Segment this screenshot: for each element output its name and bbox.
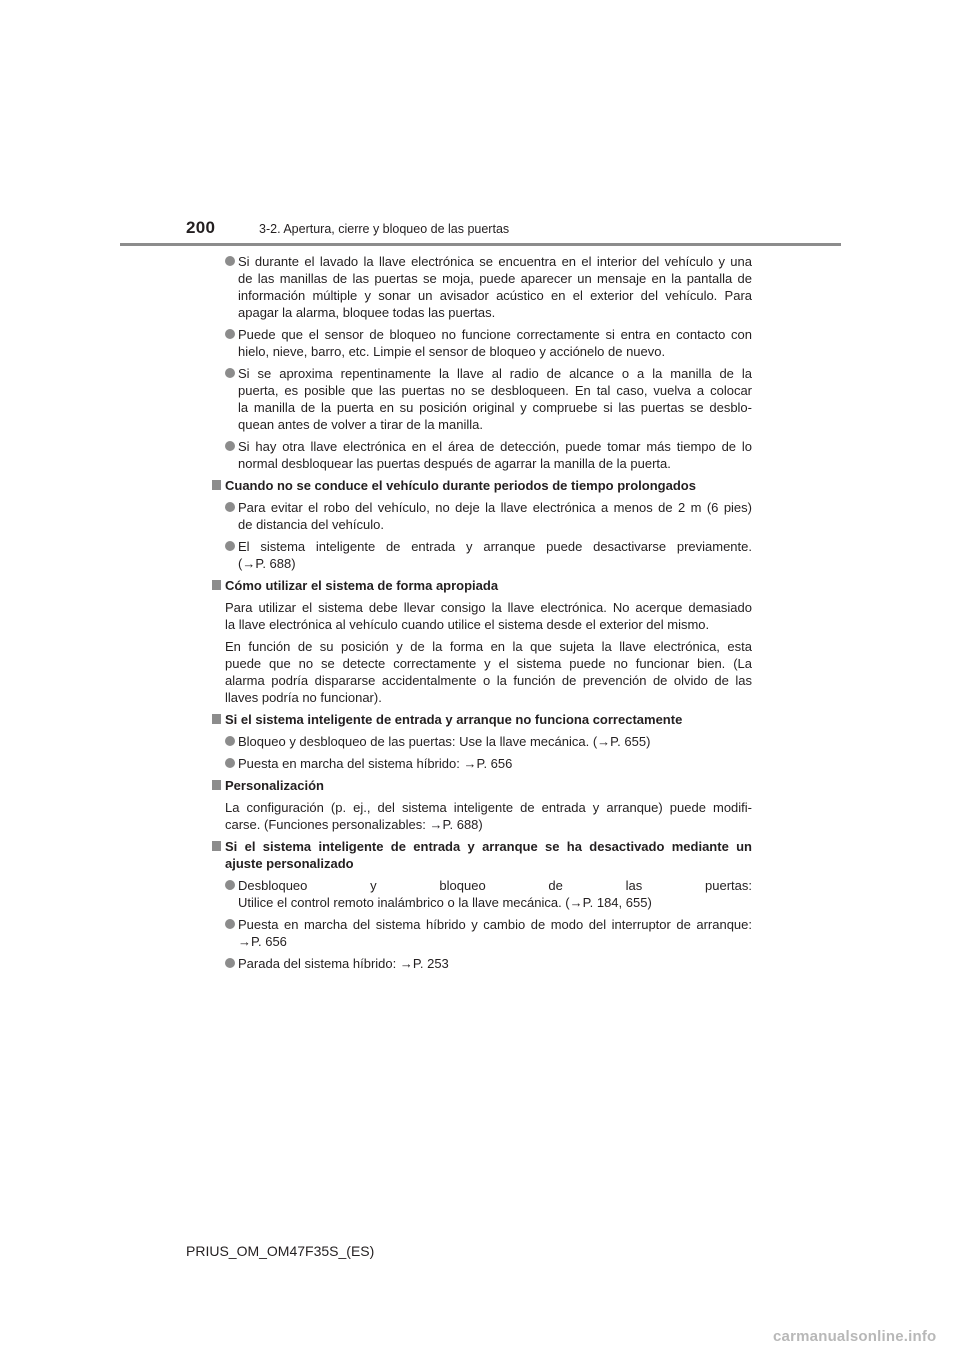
text-line: carse. (Funciones personalizables: →P. 688) bbox=[225, 817, 483, 832]
text-line: normal desbloquear las puertas después de agarrar la manilla de la puerta. bbox=[238, 456, 671, 471]
section-heading bbox=[210, 711, 752, 728]
text-line: puede que no se detecte correctamente y el sistema puede no funcionar bien. (La bbox=[225, 656, 752, 671]
heading-square-icon bbox=[212, 841, 221, 851]
text-line: Puesta en marcha del sistema híbrido y cambio de modo del interruptor de arranque: bbox=[238, 917, 752, 932]
text-line: Utilice el control remoto inalámbrico o la llave mecánica. (→P. 184, 655) bbox=[238, 895, 652, 910]
heading-square-icon bbox=[212, 580, 221, 590]
bullet-dot-icon bbox=[225, 441, 235, 451]
text-line: El sistema inteligente de entrada y arranque puede desactivarse previamente. bbox=[238, 539, 752, 554]
bullet-dot-icon bbox=[225, 736, 235, 746]
text-line: apagar la alarma, bloquee todas las puertas. bbox=[238, 305, 496, 320]
text-line: alarma podría dispararse accidentalmente o la función de prevención de olvido de las bbox=[225, 673, 752, 688]
bullet-dot-icon bbox=[225, 541, 235, 551]
text-line: llaves podría no funcionar). bbox=[225, 690, 382, 705]
text-line: puerta, es posible que las puertas no se desbloqueen. En tal caso, vuelva a colocar bbox=[238, 383, 752, 398]
body-paragraph bbox=[210, 638, 752, 706]
text-line: Si el sistema inteligente de entrada y arranque se ha desactivado mediante un bbox=[225, 839, 752, 854]
bullet-item bbox=[210, 253, 752, 321]
text-line: Puede que el sensor de bloqueo no funcione correctamente si entra en contacto con bbox=[238, 327, 752, 342]
bullet-dot-icon bbox=[225, 758, 235, 768]
bullet-dot-icon bbox=[225, 919, 235, 929]
bullet-item bbox=[210, 733, 752, 750]
manual-body bbox=[210, 253, 752, 977]
text-line: Si hay otra llave electrónica en el área de detección, puede tomar más tiempo de lo bbox=[238, 439, 752, 454]
section-title: 3-2. Apertura, cierre y bloqueo de las puertas bbox=[259, 222, 510, 236]
bullet-dot-icon bbox=[225, 880, 235, 890]
text-line: ajuste personalizado bbox=[225, 856, 354, 871]
text-line: Cuando no se conduce el vehículo durante periodos de tiempo prolongados bbox=[225, 478, 696, 493]
section-heading bbox=[210, 838, 752, 872]
text-line: información múltiple y sonar un avisador acústico en el exterior del vehículo. Para bbox=[238, 288, 752, 303]
text-line: Parada del sistema híbrido: →P. 253 bbox=[238, 956, 449, 971]
text-line: de distancia del vehículo. bbox=[238, 517, 384, 532]
text-line: hielo, nieve, barro, etc. Limpie el sensor de bloqueo y acciónelo de nuevo. bbox=[238, 344, 666, 359]
text-line: Si se aproxima repentinamente la llave al radio de alcance o a la manilla de la bbox=[238, 366, 752, 381]
text-line: Para evitar el robo del vehículo, no deje la llave electrónica a menos de 2 m (6 pies) bbox=[238, 500, 752, 515]
bullet-dot-icon bbox=[225, 958, 235, 968]
text-line: →P. 656 bbox=[238, 934, 287, 949]
text-line: quean antes de volver a tirar de la manilla. bbox=[238, 417, 483, 432]
text-line: la manilla de la puerta en su posición original y compruebe si las puertas se desblo- bbox=[238, 400, 752, 415]
body-paragraph bbox=[210, 799, 752, 833]
header-divider bbox=[120, 243, 841, 246]
section-heading bbox=[210, 777, 752, 794]
bullet-item bbox=[210, 499, 752, 533]
bullet-dot-icon bbox=[225, 256, 235, 266]
page-number: 200 bbox=[186, 218, 216, 237]
watermark-link[interactable]: carmanualsonline.info bbox=[773, 1328, 937, 1345]
bullet-item bbox=[210, 955, 752, 972]
section-heading bbox=[210, 477, 752, 494]
heading-square-icon bbox=[212, 714, 221, 724]
bullet-dot-icon bbox=[225, 329, 235, 339]
text-line: Personalización bbox=[225, 778, 324, 793]
bullet-item bbox=[210, 438, 752, 472]
text-line: Para utilizar el sistema debe llevar consigo la llave electrónica. No acerque demasiado bbox=[225, 600, 752, 615]
bullet-dot-icon bbox=[225, 502, 235, 512]
section-heading bbox=[210, 577, 752, 594]
body-paragraph bbox=[210, 599, 752, 633]
text-line: Puesta en marcha del sistema híbrido: →P. 656 bbox=[238, 756, 513, 771]
text-line: Cómo utilizar el sistema de forma apropiada bbox=[225, 578, 499, 593]
text-line: Si el sistema inteligente de entrada y arranque no funciona correctamente bbox=[225, 712, 683, 727]
text-line: Si durante el lavado la llave electrónica se encuentra en el interior del vehículo y una bbox=[238, 254, 752, 269]
bullet-dot-icon bbox=[225, 368, 235, 378]
heading-square-icon bbox=[212, 480, 221, 490]
heading-square-icon bbox=[212, 780, 221, 790]
bullet-item bbox=[210, 877, 752, 911]
text-line: Bloqueo y desbloqueo de las puertas: Use la llave mecánica. (→P. 655) bbox=[238, 734, 651, 749]
text-line: En función de su posición y de la forma en la que sujeta la llave electrónica, esta bbox=[225, 639, 752, 654]
text-line: de las manillas de las puertas se moja, puede aparecer un mensaje en la pantalla de bbox=[238, 271, 752, 286]
document-code: PRIUS_OM_OM47F35S_(ES) bbox=[186, 1243, 375, 1259]
bullet-item bbox=[210, 365, 752, 433]
text-line: La configuración (p. ej., del sistema inteligente de entrada y arranque) puede modifi- bbox=[225, 800, 752, 815]
text-line: Desbloqueo y bloqueo de las puertas: bbox=[238, 878, 752, 893]
bullet-item bbox=[210, 538, 752, 572]
bullet-item bbox=[210, 916, 752, 950]
text-line: la llave electrónica al vehículo cuando utilice el sistema desde el exterior del mismo. bbox=[225, 617, 710, 632]
bullet-item bbox=[210, 326, 752, 360]
text-line: (→P. 688) bbox=[238, 556, 296, 571]
bullet-item bbox=[210, 755, 752, 772]
